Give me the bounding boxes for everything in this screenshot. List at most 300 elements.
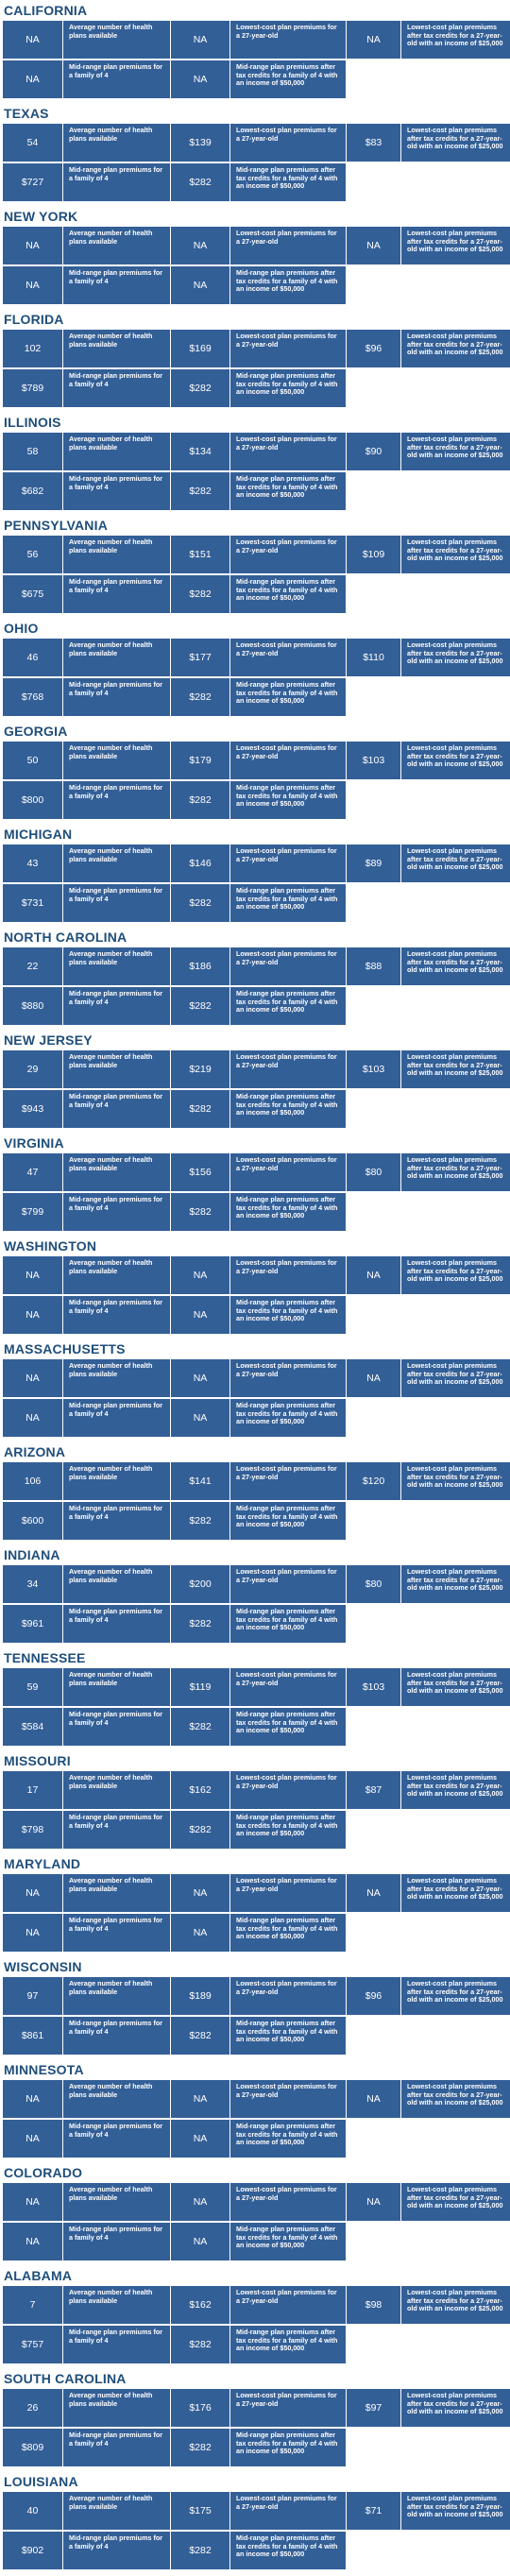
- state-row-plans: [3, 433, 510, 470]
- mid-family-credit-label: Mid-range plan premiums after tax credits for a family of 4 with an income of $50,000: [230, 575, 346, 613]
- lowest-27-value: $189: [171, 1977, 230, 2015]
- state-row-family: [3, 781, 347, 819]
- state-row-plans: [3, 1359, 510, 1397]
- state-row-plans: [3, 1874, 510, 1912]
- state-block: [0, 1649, 510, 1752]
- lowest-27-label: Lowest-cost plan premiums for a 27-year-old: [230, 1359, 346, 1397]
- state-name: VIRGINIA: [4, 1135, 64, 1151]
- mid-family-credit-value: $282: [171, 678, 230, 716]
- state-name: NEW JERSEY: [4, 1032, 93, 1048]
- state-row-plans: [3, 1050, 510, 1088]
- lowest-27-credit-value: NA: [347, 1874, 400, 1912]
- mid-family-credit-value: $282: [171, 163, 230, 201]
- lowest-27-label: Lowest-cost plan premiums for a 27-year-old: [230, 1050, 346, 1088]
- state-row-plans: [3, 742, 510, 779]
- state-row-plans: [3, 2492, 510, 2530]
- mid-family-label: Mid-range plan premiums for a family of 4: [63, 1708, 170, 1746]
- mid-family-credit-label: Mid-range plan premiums after tax credits for a family of 4 with an income of $50,000: [230, 987, 346, 1025]
- mid-family-value: $880: [3, 987, 62, 1025]
- avg-plans-value: 58: [3, 433, 62, 470]
- lowest-27-value: $139: [171, 124, 230, 162]
- avg-plans-value: 46: [3, 639, 62, 676]
- mid-family-credit-label: Mid-range plan premiums after tax credits for a family of 4 with an income of $50,000: [230, 781, 346, 819]
- mid-family-credit-value: $282: [171, 472, 230, 510]
- mid-family-credit-value: $282: [171, 1811, 230, 1849]
- mid-family-credit-value: $282: [171, 1193, 230, 1231]
- mid-family-credit-label: Mid-range plan premiums after tax credits for a family of 4 with an income of $50,000: [230, 2223, 346, 2260]
- lowest-27-label: Lowest-cost plan premiums for a 27-year-old: [230, 536, 346, 573]
- state-block: [0, 2061, 510, 2164]
- avg-plans-value: NA: [3, 2080, 62, 2118]
- state-block: [0, 1032, 510, 1134]
- lowest-27-value: NA: [171, 227, 230, 264]
- avg-plans-value: 40: [3, 2492, 62, 2530]
- state-row-plans: [3, 330, 510, 367]
- mid-family-label: Mid-range plan premiums for a family of 4: [63, 781, 170, 819]
- state-block: [0, 929, 510, 1032]
- avg-plans-label: Average number of health plans available: [63, 2080, 170, 2118]
- mid-family-label: Mid-range plan premiums for a family of 4: [63, 472, 170, 510]
- lowest-27-credit-value: $90: [347, 433, 400, 470]
- state-row-family: [3, 678, 347, 716]
- lowest-27-credit-label: Lowest-cost plan premiums after tax credits for a 27-year-old with an income of $25,000: [401, 124, 510, 162]
- state-row-plans: [3, 639, 510, 676]
- lowest-27-credit-label: Lowest-cost plan premiums after tax credits for a 27-year-old with an income of $25,000: [401, 2286, 510, 2324]
- mid-family-label: Mid-range plan premiums for a family of 4: [63, 2326, 170, 2363]
- avg-plans-value: 102: [3, 330, 62, 367]
- state-row-family: [3, 2223, 347, 2260]
- lowest-27-credit-label: Lowest-cost plan premiums after tax credits for a 27-year-old with an income of $25,000: [401, 1771, 510, 1809]
- mid-family-credit-value: $282: [171, 2429, 230, 2466]
- lowest-27-credit-label: Lowest-cost plan premiums after tax credits for a 27-year-old with an income of $25,000: [401, 2389, 510, 2427]
- lowest-27-value: NA: [171, 1359, 230, 1397]
- mid-family-credit-label: Mid-range plan premiums after tax credits for a family of 4 with an income of $50,000: [230, 2532, 346, 2569]
- state-row-plans: [3, 536, 510, 573]
- avg-plans-value: NA: [3, 1874, 62, 1912]
- lowest-27-label: Lowest-cost plan premiums for a 27-year-old: [230, 1462, 346, 1500]
- lowest-27-label: Lowest-cost plan premiums for a 27-year-old: [230, 1565, 346, 1603]
- state-block: [0, 1855, 510, 1958]
- state-block: [0, 2, 510, 105]
- mid-family-label: Mid-range plan premiums for a family of 4: [63, 1914, 170, 1952]
- state-block: [0, 1134, 510, 1237]
- mid-family-value: $789: [3, 369, 62, 407]
- mid-family-credit-label: Mid-range plan premiums after tax credits for a family of 4 with an income of $50,000: [230, 2120, 346, 2158]
- mid-family-label: Mid-range plan premiums for a family of 4: [63, 678, 170, 716]
- mid-family-label: Mid-range plan premiums for a family of 4: [63, 2017, 170, 2055]
- mid-family-credit-label: Mid-range plan premiums after tax credits for a family of 4 with an income of $50,000: [230, 1502, 346, 1540]
- lowest-27-credit-label: Lowest-cost plan premiums after tax credits for a 27-year-old with an income of $25,000: [401, 1050, 510, 1088]
- state-row-plans: [3, 1771, 510, 1809]
- state-block: [0, 2370, 510, 2473]
- lowest-27-credit-label: Lowest-cost plan premiums after tax credits for a 27-year-old with an income of $25,000: [401, 947, 510, 985]
- avg-plans-value: NA: [3, 227, 62, 264]
- state-block: [0, 1340, 510, 1443]
- lowest-27-value: $176: [171, 2389, 230, 2427]
- mid-family-value: $798: [3, 1811, 62, 1849]
- state-name: ILLINOIS: [4, 415, 61, 430]
- state-row-family: [3, 1399, 347, 1437]
- mid-family-value: NA: [3, 60, 62, 98]
- mid-family-credit-label: Mid-range plan premiums after tax credits for a family of 4 with an income of $50,000: [230, 1605, 346, 1643]
- lowest-27-credit-label: Lowest-cost plan premiums after tax credits for a 27-year-old with an income of $25,000: [401, 1565, 510, 1603]
- state-row-family: [3, 884, 347, 922]
- state-row-family: [3, 1502, 347, 1540]
- mid-family-value: $584: [3, 1708, 62, 1746]
- lowest-27-credit-value: $103: [347, 1668, 400, 1706]
- mid-family-credit-value: NA: [171, 266, 230, 304]
- avg-plans-value: 47: [3, 1153, 62, 1191]
- lowest-27-value: $119: [171, 1668, 230, 1706]
- avg-plans-value: 29: [3, 1050, 62, 1088]
- mid-family-value: $727: [3, 163, 62, 201]
- state-block: [0, 723, 510, 826]
- lowest-27-label: Lowest-cost plan premiums for a 27-year-old: [230, 1153, 346, 1191]
- mid-family-label: Mid-range plan premiums for a family of 4: [63, 1399, 170, 1437]
- mid-family-credit-value: NA: [171, 1296, 230, 1334]
- avg-plans-value: 97: [3, 1977, 62, 2015]
- mid-family-credit-value: $282: [171, 1605, 230, 1643]
- lowest-27-label: Lowest-cost plan premiums for a 27-year-old: [230, 2183, 346, 2221]
- mid-family-credit-value: NA: [171, 1399, 230, 1437]
- mid-family-credit-value: NA: [171, 2120, 230, 2158]
- mid-family-credit-label: Mid-range plan premiums after tax credits for a family of 4 with an income of $50,000: [230, 2429, 346, 2466]
- lowest-27-label: Lowest-cost plan premiums for a 27-year-old: [230, 433, 346, 470]
- state-name: MISSOURI: [4, 1753, 71, 1768]
- avg-plans-value: 56: [3, 536, 62, 573]
- lowest-27-credit-label: Lowest-cost plan premiums after tax credits for a 27-year-old with an income of $25,000: [401, 2492, 510, 2530]
- mid-family-credit-value: $282: [171, 781, 230, 819]
- avg-plans-label: Average number of health plans available: [63, 639, 170, 676]
- mid-family-value: NA: [3, 1296, 62, 1334]
- state-row-plans: [3, 2389, 510, 2427]
- avg-plans-label: Average number of health plans available: [63, 330, 170, 367]
- mid-family-label: Mid-range plan premiums for a family of 4: [63, 1090, 170, 1128]
- avg-plans-label: Average number of health plans available: [63, 2389, 170, 2427]
- avg-plans-value: 34: [3, 1565, 62, 1603]
- lowest-27-credit-label: Lowest-cost plan premiums after tax credits for a 27-year-old with an income of $25,000: [401, 844, 510, 882]
- avg-plans-value: 7: [3, 2286, 62, 2324]
- lowest-27-value: NA: [171, 1256, 230, 1294]
- lowest-27-credit-value: $110: [347, 639, 400, 676]
- lowest-27-label: Lowest-cost plan premiums for a 27-year-old: [230, 227, 346, 264]
- lowest-27-value: $177: [171, 639, 230, 676]
- state-name: WASHINGTON: [4, 1238, 97, 1254]
- state-name: CALIFORNIA: [4, 3, 88, 18]
- avg-plans-value: NA: [3, 2183, 62, 2221]
- lowest-27-credit-value: $120: [347, 1462, 400, 1500]
- avg-plans-label: Average number of health plans available: [63, 947, 170, 985]
- state-block: [0, 414, 510, 517]
- mid-family-value: NA: [3, 1914, 62, 1952]
- lowest-27-value: NA: [171, 2183, 230, 2221]
- lowest-27-credit-value: $88: [347, 947, 400, 985]
- state-block: [0, 1443, 510, 1546]
- avg-plans-label: Average number of health plans available: [63, 844, 170, 882]
- mid-family-label: Mid-range plan premiums for a family of 4: [63, 266, 170, 304]
- lowest-27-credit-value: NA: [347, 1256, 400, 1294]
- lowest-27-credit-value: NA: [347, 1359, 400, 1397]
- state-row-plans: [3, 1668, 510, 1706]
- avg-plans-label: Average number of health plans available: [63, 21, 170, 59]
- state-row-family: [3, 163, 347, 201]
- state-row-family: [3, 472, 347, 510]
- lowest-27-credit-label: Lowest-cost plan premiums after tax credits for a 27-year-old with an income of $25,000: [401, 2183, 510, 2221]
- lowest-27-credit-label: Lowest-cost plan premiums after tax credits for a 27-year-old with an income of $25,000: [401, 639, 510, 676]
- avg-plans-value: 54: [3, 124, 62, 162]
- lowest-27-credit-label: Lowest-cost plan premiums after tax credits for a 27-year-old with an income of $25,000: [401, 21, 510, 59]
- mid-family-credit-value: NA: [171, 60, 230, 98]
- mid-family-credit-label: Mid-range plan premiums after tax credits for a family of 4 with an income of $50,000: [230, 678, 346, 716]
- avg-plans-label: Average number of health plans available: [63, 536, 170, 573]
- avg-plans-value: NA: [3, 21, 62, 59]
- lowest-27-value: $162: [171, 2286, 230, 2324]
- mid-family-value: NA: [3, 2223, 62, 2260]
- state-row-family: [3, 987, 347, 1025]
- mid-family-label: Mid-range plan premiums for a family of 4: [63, 2532, 170, 2569]
- mid-family-credit-value: $282: [171, 369, 230, 407]
- mid-family-value: $600: [3, 1502, 62, 1540]
- mid-family-credit-label: Mid-range plan premiums after tax credits for a family of 4 with an income of $50,000: [230, 2326, 346, 2363]
- lowest-27-label: Lowest-cost plan premiums for a 27-year-old: [230, 1771, 346, 1809]
- avg-plans-label: Average number of health plans available: [63, 742, 170, 779]
- state-name: MICHIGAN: [4, 827, 73, 842]
- state-block: [0, 2473, 510, 2576]
- mid-family-credit-label: Mid-range plan premiums after tax credits for a family of 4 with an income of $50,000: [230, 1708, 346, 1746]
- avg-plans-value: 26: [3, 2389, 62, 2427]
- state-block: [0, 620, 510, 723]
- state-row-plans: [3, 1977, 510, 2015]
- mid-family-credit-label: Mid-range plan premiums after tax credits for a family of 4 with an income of $50,000: [230, 472, 346, 510]
- state-row-family: [3, 2120, 347, 2158]
- state-block: [0, 1752, 510, 1855]
- state-row-family: [3, 1605, 347, 1643]
- state-row-family: [3, 575, 347, 613]
- state-block: [0, 826, 510, 929]
- mid-family-label: Mid-range plan premiums for a family of 4: [63, 369, 170, 407]
- state-block: [0, 517, 510, 620]
- mid-family-value: $731: [3, 884, 62, 922]
- state-row-family: [3, 1193, 347, 1231]
- mid-family-label: Mid-range plan premiums for a family of 4: [63, 2429, 170, 2466]
- mid-family-label: Mid-range plan premiums for a family of 4: [63, 575, 170, 613]
- avg-plans-label: Average number of health plans available: [63, 2183, 170, 2221]
- avg-plans-value: NA: [3, 1256, 62, 1294]
- avg-plans-label: Average number of health plans available: [63, 1977, 170, 2015]
- state-row-family: [3, 1296, 347, 1334]
- avg-plans-label: Average number of health plans available: [63, 433, 170, 470]
- avg-plans-value: 17: [3, 1771, 62, 1809]
- mid-family-value: NA: [3, 1399, 62, 1437]
- lowest-27-credit-label: Lowest-cost plan premiums after tax credits for a 27-year-old with an income of $25,000: [401, 1462, 510, 1500]
- avg-plans-value: NA: [3, 1359, 62, 1397]
- lowest-27-credit-value: $96: [347, 1977, 400, 2015]
- state-row-plans: [3, 1565, 510, 1603]
- mid-family-value: $682: [3, 472, 62, 510]
- mid-family-label: Mid-range plan premiums for a family of 4: [63, 163, 170, 201]
- lowest-27-credit-value: $98: [347, 2286, 400, 2324]
- lowest-27-value: $219: [171, 1050, 230, 1088]
- lowest-27-credit-value: NA: [347, 2080, 400, 2118]
- avg-plans-label: Average number of health plans available: [63, 1771, 170, 1809]
- lowest-27-credit-value: NA: [347, 21, 400, 59]
- state-name: WISCONSIN: [4, 1959, 82, 1974]
- lowest-27-label: Lowest-cost plan premiums for a 27-year-old: [230, 2389, 346, 2427]
- mid-family-label: Mid-range plan premiums for a family of 4: [63, 1502, 170, 1540]
- lowest-27-credit-label: Lowest-cost plan premiums after tax credits for a 27-year-old with an income of $25,000: [401, 1977, 510, 2015]
- avg-plans-label: Average number of health plans available: [63, 1874, 170, 1912]
- lowest-27-credit-value: $80: [347, 1153, 400, 1191]
- state-row-family: [3, 2326, 347, 2363]
- state-name: INDIANA: [4, 1547, 60, 1562]
- mid-family-label: Mid-range plan premiums for a family of 4: [63, 1605, 170, 1643]
- lowest-27-label: Lowest-cost plan premiums for a 27-year-old: [230, 1256, 346, 1294]
- state-name: OHIO: [4, 621, 39, 636]
- state-block: [0, 2267, 510, 2370]
- avg-plans-label: Average number of health plans available: [63, 1668, 170, 1706]
- mid-family-value: $799: [3, 1193, 62, 1231]
- mid-family-credit-value: $282: [171, 2017, 230, 2055]
- lowest-27-value: NA: [171, 1874, 230, 1912]
- lowest-27-credit-value: $97: [347, 2389, 400, 2427]
- state-row-plans: [3, 2286, 510, 2324]
- lowest-27-label: Lowest-cost plan premiums for a 27-year-old: [230, 1977, 346, 2015]
- lowest-27-credit-value: $103: [347, 742, 400, 779]
- lowest-27-value: $134: [171, 433, 230, 470]
- lowest-27-label: Lowest-cost plan premiums for a 27-year-old: [230, 330, 346, 367]
- state-name: NORTH CAROLINA: [4, 930, 128, 945]
- lowest-27-credit-value: $109: [347, 536, 400, 573]
- mid-family-credit-label: Mid-range plan premiums after tax credits for a family of 4 with an income of $50,000: [230, 163, 346, 201]
- avg-plans-value: 59: [3, 1668, 62, 1706]
- mid-family-credit-value: $282: [171, 1090, 230, 1128]
- mid-family-label: Mid-range plan premiums for a family of 4: [63, 2223, 170, 2260]
- mid-family-credit-value: $282: [171, 2326, 230, 2363]
- lowest-27-credit-label: Lowest-cost plan premiums after tax credits for a 27-year-old with an income of $25,000: [401, 433, 510, 470]
- mid-family-value: NA: [3, 2120, 62, 2158]
- lowest-27-credit-label: Lowest-cost plan premiums after tax credits for a 27-year-old with an income of $25,000: [401, 2080, 510, 2118]
- lowest-27-credit-label: Lowest-cost plan premiums after tax credits for a 27-year-old with an income of $25,000: [401, 536, 510, 573]
- lowest-27-value: NA: [171, 21, 230, 59]
- lowest-27-label: Lowest-cost plan premiums for a 27-year-old: [230, 21, 346, 59]
- state-block: [0, 2164, 510, 2267]
- state-name: TEXAS: [4, 106, 49, 121]
- mid-family-credit-value: NA: [171, 2223, 230, 2260]
- mid-family-value: $902: [3, 2532, 62, 2569]
- lowest-27-value: $200: [171, 1565, 230, 1603]
- lowest-27-credit-value: $80: [347, 1565, 400, 1603]
- state-row-family: [3, 1708, 347, 1746]
- state-name: NEW YORK: [4, 209, 78, 224]
- lowest-27-value: $146: [171, 844, 230, 882]
- lowest-27-credit-label: Lowest-cost plan premiums after tax credits for a 27-year-old with an income of $25,000: [401, 1668, 510, 1706]
- mid-family-label: Mid-range plan premiums for a family of 4: [63, 60, 170, 98]
- state-row-family: [3, 2017, 347, 2055]
- state-row-family: [3, 369, 347, 407]
- lowest-27-label: Lowest-cost plan premiums for a 27-year-old: [230, 1668, 346, 1706]
- mid-family-credit-value: $282: [171, 884, 230, 922]
- mid-family-value: $809: [3, 2429, 62, 2466]
- state-row-plans: [3, 947, 510, 985]
- lowest-27-credit-label: Lowest-cost plan premiums after tax credits for a 27-year-old with an income of $25,000: [401, 742, 510, 779]
- avg-plans-label: Average number of health plans available: [63, 2492, 170, 2530]
- avg-plans-label: Average number of health plans available: [63, 1256, 170, 1294]
- lowest-27-credit-value: NA: [347, 227, 400, 264]
- avg-plans-value: 50: [3, 742, 62, 779]
- mid-family-label: Mid-range plan premiums for a family of 4: [63, 2120, 170, 2158]
- lowest-27-credit-label: Lowest-cost plan premiums after tax credits for a 27-year-old with an income of $25,000: [401, 1256, 510, 1294]
- state-name: SOUTH CAROLINA: [4, 2371, 127, 2386]
- lowest-27-label: Lowest-cost plan premiums for a 27-year-old: [230, 639, 346, 676]
- mid-family-credit-label: Mid-range plan premiums after tax credits for a family of 4 with an income of $50,000: [230, 1811, 346, 1849]
- state-name: COLORADO: [4, 2165, 83, 2180]
- mid-family-credit-label: Mid-range plan premiums after tax credits for a family of 4 with an income of $50,000: [230, 1193, 346, 1231]
- mid-family-credit-value: $282: [171, 1708, 230, 1746]
- lowest-27-label: Lowest-cost plan premiums for a 27-year-old: [230, 947, 346, 985]
- state-name: GEORGIA: [4, 724, 68, 739]
- state-name: TENNESSEE: [4, 1650, 86, 1665]
- lowest-27-credit-label: Lowest-cost plan premiums after tax credits for a 27-year-old with an income of $25,000: [401, 227, 510, 264]
- lowest-27-credit-label: Lowest-cost plan premiums after tax credits for a 27-year-old with an income of $25,000: [401, 330, 510, 367]
- mid-family-value: $943: [3, 1090, 62, 1128]
- state-row-plans: [3, 2183, 510, 2221]
- mid-family-credit-label: Mid-range plan premiums after tax credits for a family of 4 with an income of $50,000: [230, 2017, 346, 2055]
- avg-plans-label: Average number of health plans available: [63, 1565, 170, 1603]
- state-row-family: [3, 266, 347, 304]
- state-row-family: [3, 1811, 347, 1849]
- lowest-27-credit-value: $83: [347, 124, 400, 162]
- mid-family-credit-value: NA: [171, 1914, 230, 1952]
- mid-family-credit-label: Mid-range plan premiums after tax credits for a family of 4 with an income of $50,000: [230, 1914, 346, 1952]
- lowest-27-label: Lowest-cost plan premiums for a 27-year-old: [230, 2080, 346, 2118]
- state-name: MARYLAND: [4, 1856, 81, 1871]
- mid-family-credit-value: $282: [171, 987, 230, 1025]
- state-row-plans: [3, 844, 510, 882]
- state-row-plans: [3, 21, 510, 59]
- state-name: FLORIDA: [4, 312, 64, 327]
- lowest-27-credit-value: NA: [347, 2183, 400, 2221]
- state-block: [0, 311, 510, 414]
- state-row-plans: [3, 1256, 510, 1294]
- avg-plans-label: Average number of health plans available: [63, 1153, 170, 1191]
- state-name: PENNSYLVANIA: [4, 518, 109, 533]
- lowest-27-credit-label: Lowest-cost plan premiums after tax credits for a 27-year-old with an income of $25,000: [401, 1359, 510, 1397]
- state-row-family: [3, 1090, 347, 1128]
- state-row-family: [3, 2429, 347, 2466]
- mid-family-credit-value: $282: [171, 1502, 230, 1540]
- state-name: ARIZONA: [4, 1444, 66, 1459]
- state-row-plans: [3, 2080, 510, 2118]
- lowest-27-label: Lowest-cost plan premiums for a 27-year-old: [230, 742, 346, 779]
- mid-family-label: Mid-range plan premiums for a family of 4: [63, 987, 170, 1025]
- avg-plans-label: Average number of health plans available: [63, 227, 170, 264]
- state-block: [0, 105, 510, 208]
- lowest-27-value: $151: [171, 536, 230, 573]
- avg-plans-value: 106: [3, 1462, 62, 1500]
- mid-family-value: $961: [3, 1605, 62, 1643]
- state-name: ALABAMA: [4, 2268, 73, 2283]
- state-name: LOUISIANA: [4, 2474, 78, 2489]
- mid-family-credit-label: Mid-range plan premiums after tax credits for a family of 4 with an income of $50,000: [230, 884, 346, 922]
- state-row-family: [3, 1914, 347, 1952]
- lowest-27-label: Lowest-cost plan premiums for a 27-year-old: [230, 2492, 346, 2530]
- state-row-plans: [3, 227, 510, 264]
- state-block: [0, 1958, 510, 2061]
- mid-family-value: $757: [3, 2326, 62, 2363]
- state-row-plans: [3, 1462, 510, 1500]
- avg-plans-label: Average number of health plans available: [63, 2286, 170, 2324]
- mid-family-value: NA: [3, 266, 62, 304]
